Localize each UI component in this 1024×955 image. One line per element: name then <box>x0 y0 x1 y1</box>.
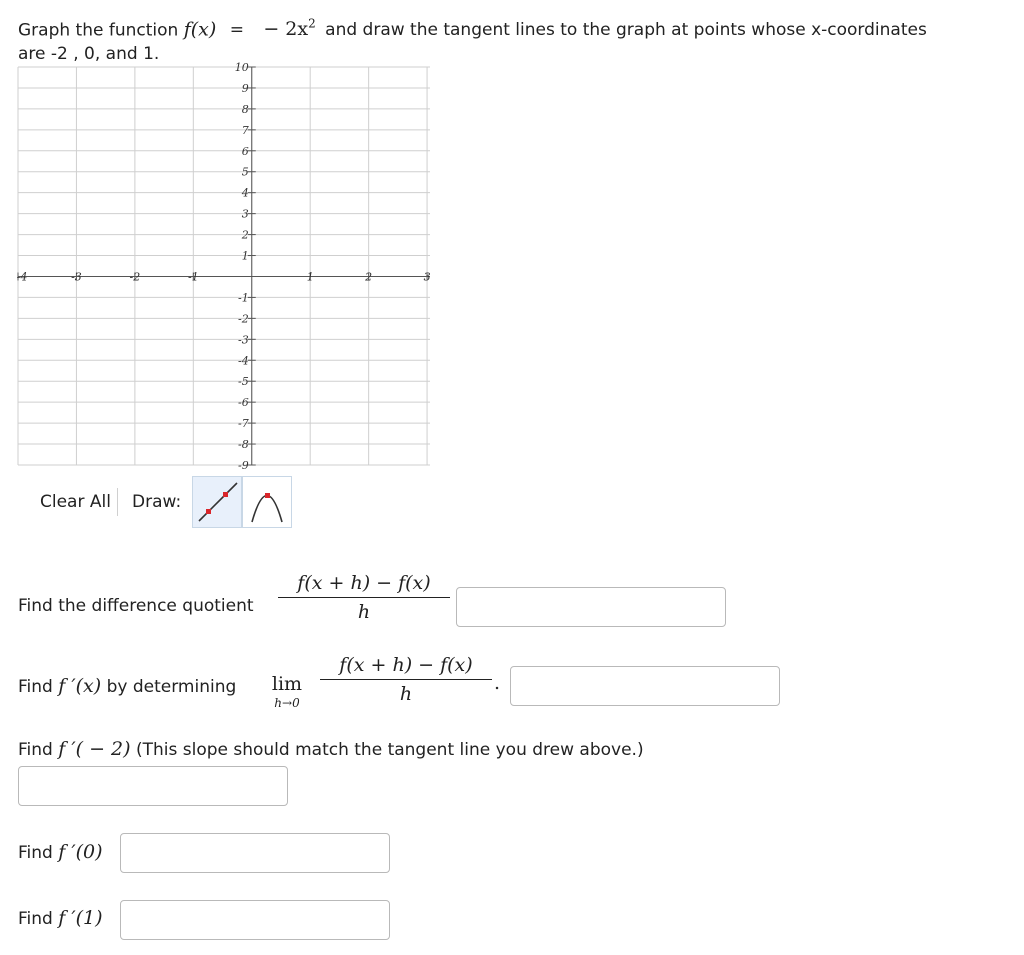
x-tick-label: 1 <box>306 270 314 284</box>
intro-prefix: Graph the function <box>18 20 179 41</box>
y-tick-label: 1 <box>241 249 249 263</box>
q3-label: Find f ′( − 2) (This slope should match the tangent line you drew above.) <box>18 738 644 760</box>
y-tick-label: -9 <box>238 459 249 472</box>
y-tick-label: 4 <box>241 186 249 200</box>
q1-frac-den: h <box>357 601 371 623</box>
y-tick-label: -4 <box>238 354 249 368</box>
y-tick-label: 2 <box>241 228 249 242</box>
y-tick-label: -3 <box>238 333 249 347</box>
q2-period: . <box>494 672 501 694</box>
q4-label: Find f ′(0) <box>18 841 103 863</box>
y-tick-label: 8 <box>241 102 249 116</box>
parabola-tool-button[interactable] <box>242 476 292 528</box>
y-tick-label: 7 <box>241 123 249 137</box>
intro-line2: are -2 , 0, and 1. <box>18 44 160 64</box>
q2-fraction <box>320 654 492 705</box>
equals-sign: = <box>229 20 244 41</box>
y-tick-label: -5 <box>238 375 249 389</box>
y-tick-label: 6 <box>241 144 249 158</box>
x-tick-label: 2 <box>365 270 373 284</box>
q2-fprime: f ′(x) <box>58 675 102 697</box>
q2-label: Find f ′(x) by determining <box>18 675 237 697</box>
y-tick-label: -8 <box>238 438 249 452</box>
q5-fprime: f ′(1) <box>58 907 103 929</box>
q1-fraction <box>278 572 450 623</box>
clear-all-button[interactable]: Clear All <box>34 488 118 516</box>
q1-frac-num: f(x + h) − f(x) <box>297 572 431 594</box>
line-tool-button[interactable] <box>192 476 242 528</box>
q5-label: Find f ′(1) <box>18 907 103 929</box>
q2-frac-num: f(x + h) − f(x) <box>339 654 473 676</box>
function-lhs: f(x) <box>183 18 217 41</box>
problem-statement <box>18 17 927 40</box>
q1-answer-input[interactable] <box>456 587 726 627</box>
q4-fprime: f ′(0) <box>58 841 103 863</box>
q2-frac-den: h <box>399 683 413 705</box>
y-tick-label: -6 <box>238 396 249 410</box>
q4-answer-input[interactable] <box>120 833 390 873</box>
x-tick-label: -2 <box>129 270 141 284</box>
q3-answer-input[interactable] <box>18 766 288 806</box>
y-tick-label: 9 <box>241 81 249 95</box>
q2-answer-input[interactable] <box>510 666 780 706</box>
parabola-tool-icon <box>243 477 291 527</box>
y-tick-label: 10 <box>234 61 249 74</box>
x-tick-label: -3 <box>71 270 82 284</box>
coordinate-graph[interactable] <box>18 63 436 473</box>
intro-suffix: and draw the tangent lines to the graph at points whose x-coordinates <box>325 20 927 41</box>
q1-label: Find the difference quotient <box>18 596 254 616</box>
y-tick-label: 5 <box>241 165 249 179</box>
y-tick-label: 3 <box>241 207 249 221</box>
y-tick-label: -7 <box>238 417 249 431</box>
x-tick-label: -1 <box>187 270 199 284</box>
x-tick-label: 3 <box>423 270 431 284</box>
q5-answer-input[interactable] <box>120 900 390 940</box>
x-tick-label: -4 <box>16 270 28 284</box>
q3-fprime: f ′( − 2) <box>58 738 131 760</box>
q2-limit: lim h→0 <box>271 673 303 710</box>
draw-label: Draw: <box>132 492 182 512</box>
line-tool-icon <box>193 477 241 527</box>
y-tick-label: -2 <box>238 312 249 326</box>
function-rhs: − $2x^2$ <box>263 17 316 41</box>
y-tick-label: -1 <box>238 291 249 305</box>
